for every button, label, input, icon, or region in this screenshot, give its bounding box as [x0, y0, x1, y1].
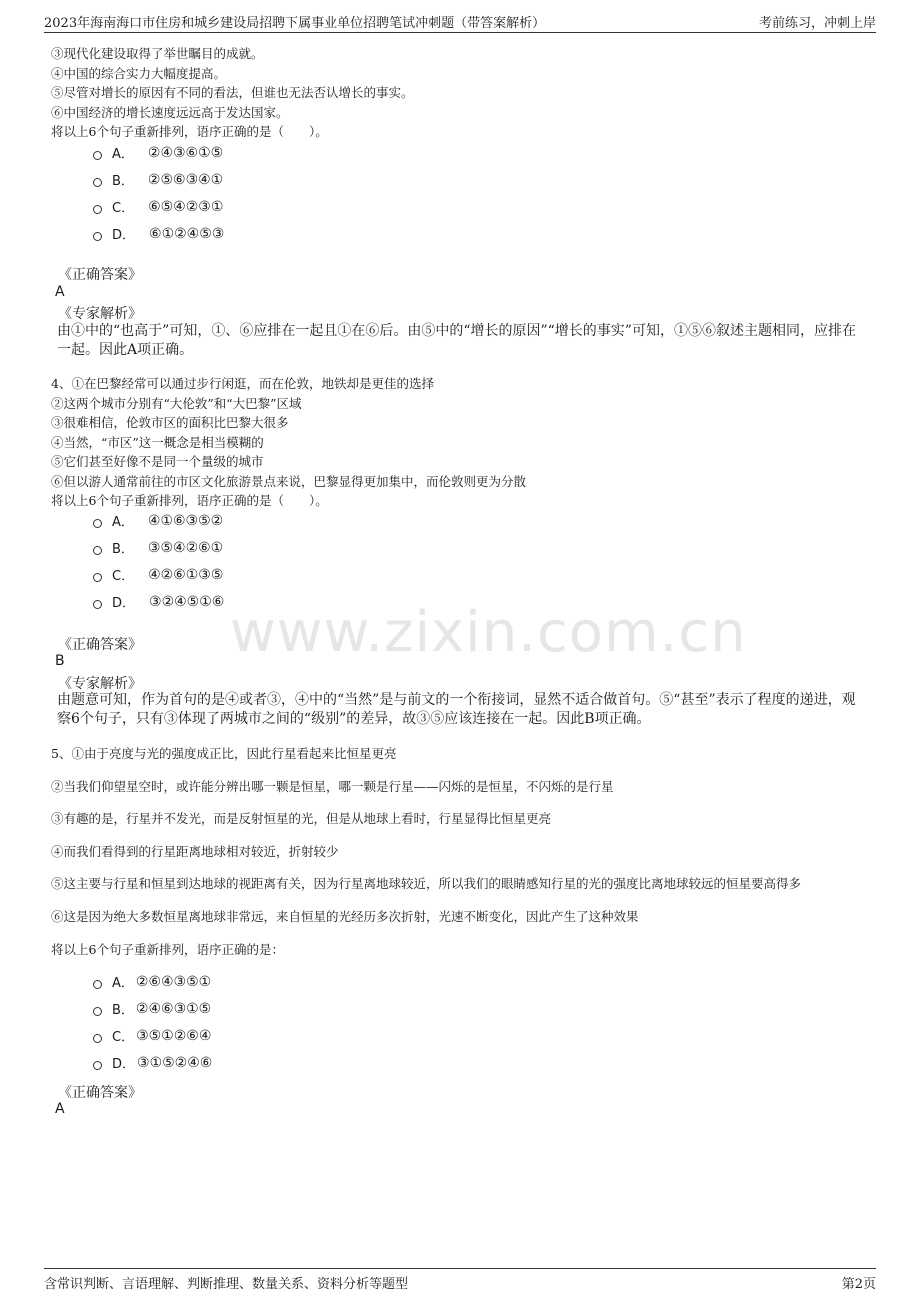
- radio-icon[interactable]: [93, 232, 102, 241]
- q4-answer: B: [55, 653, 65, 669]
- option-letter: C．: [112, 1030, 135, 1045]
- q5-answer-heading: 《正确答案》: [58, 1085, 142, 1101]
- option-letter: A．: [112, 147, 134, 162]
- option-sequence: ②④⑥③①⑤: [135, 1000, 212, 1017]
- q5-line-3: ③有趣的是，行星并不发光，而是反射恒星的光，但是从地球上看时，行星显得比恒星更亮: [51, 811, 552, 826]
- option-sequence: ③⑤④②⑥①: [147, 539, 224, 556]
- radio-icon[interactable]: [93, 980, 102, 989]
- option-letter: B．: [112, 1003, 134, 1018]
- option-sequence: ④②⑥①③⑤: [148, 566, 224, 583]
- page-header: [44, 8, 876, 33]
- option-sequence: ⑥①②④⑤③: [149, 225, 225, 242]
- radio-icon[interactable]: [93, 1034, 102, 1043]
- q4-option-d[interactable]: [93, 592, 224, 611]
- option-letter: D．: [112, 228, 136, 243]
- q3-prompt: 将以上6个句子重新排列，语序正确的是（ ）。: [51, 124, 328, 139]
- option-letter: B．: [112, 542, 134, 557]
- header-slogan: 考前练习，冲刺上岸: [758, 16, 876, 31]
- page-footer: [44, 1268, 876, 1293]
- radio-icon[interactable]: [93, 151, 102, 160]
- page-number: 第2页: [841, 1277, 876, 1292]
- q5-answer: A: [55, 1101, 65, 1117]
- option-sequence: ②④③⑥①⑤: [147, 144, 224, 161]
- q5-option-d[interactable]: [93, 1053, 212, 1072]
- radio-icon[interactable]: [93, 205, 102, 214]
- q4-explanation-heading: 《专家解析》: [58, 676, 142, 692]
- radio-icon[interactable]: [93, 1061, 102, 1070]
- q3-explanation: 由①中的“也高于”可知，①、⑥应排在一起且①在⑥后。由⑤中的“增长的原因”“增长的事实”可知，①⑤⑥叙述主题相同，应排在一起。因此A项正确。: [57, 323, 856, 358]
- q3-option-b[interactable]: [93, 170, 223, 189]
- option-sequence: ③①⑤②④⑥: [137, 1054, 213, 1071]
- option-sequence: ②⑥④③⑤①: [135, 973, 212, 990]
- q4-prompt: 将以上6个句子重新排列，语序正确的是（ ）。: [51, 493, 328, 508]
- option-sequence: ③⑤①②⑥④: [136, 1027, 212, 1044]
- q3-line-3: ③现代化建设取得了举世瞩目的成就。: [51, 46, 264, 61]
- q5-option-b[interactable]: [93, 999, 211, 1018]
- watermark: www.zixin.com.cn: [230, 600, 747, 665]
- option-letter: B．: [112, 174, 134, 189]
- q4-explanation: 由题意可知，作为首句的是④或者③，④中的“当然”是与前文的一个衔接词，显然不适合做首句。⑤“甚至”表示了程度的递进，观察6个句子，只有③体现了两城市之间的“级别”的差异，故③⑤应该连接在一起。因此B项正确。: [57, 692, 856, 727]
- document-title: 2023年海南海口市住房和城乡建设局招聘下属事业单位招聘笔试冲刺题（带答案解析）: [44, 16, 546, 31]
- q3-option-a[interactable]: [93, 143, 223, 162]
- q4-option-b[interactable]: [93, 538, 223, 557]
- q4-line-5: ⑤它们甚至好像不是同一个量级的城市: [51, 454, 264, 469]
- option-letter: C．: [112, 201, 135, 216]
- q5-line-2: ②当我们仰望星空时，或许能分辨出哪一颗是恒星，哪一颗是行星——闪烁的是恒星，不闪烁的是行星: [51, 779, 614, 794]
- q5-prompt: 将以上6个句子重新排列，语序正确的是：: [51, 942, 284, 957]
- q3-line-5: ⑤尽管对增长的原因有不同的看法，但谁也无法否认增长的事实。: [51, 85, 414, 100]
- radio-icon[interactable]: [93, 600, 102, 609]
- q4-option-a[interactable]: [93, 511, 223, 530]
- q4-option-c[interactable]: [93, 565, 223, 584]
- q4-line-1: 4、①在巴黎经常可以通过步行闲逛，而在伦敦，地铁却是更佳的选择: [51, 376, 434, 391]
- option-letter: C．: [112, 569, 135, 584]
- q5-line-4: ④而我们看得到的行星距离地球相对较近，折射较少: [51, 844, 339, 859]
- q5-line-1: 5、①由于亮度与光的强度成正比，因此行星看起来比恒星更亮: [51, 746, 397, 761]
- q3-option-d[interactable]: [93, 224, 224, 243]
- q4-answer-heading: 《正确答案》: [58, 637, 142, 653]
- q5-line-6: ⑥这是因为绝大多数恒星离地球非常远，来自恒星的光经历多次折射，光速不断变化，因此产生了这种效果: [51, 909, 639, 924]
- q3-answer: A: [55, 284, 65, 300]
- q5-line-5: ⑤这主要与行星和恒星到达地球的视距离有关，因为行星离地球较近，所以我们的眼睛感知行星的光的强度比离地球较远的恒星要高得多: [51, 876, 802, 891]
- option-sequence: ④①⑥③⑤②: [147, 512, 224, 529]
- option-sequence: ⑥⑤④②③①: [148, 198, 224, 215]
- q3-option-c[interactable]: [93, 197, 223, 216]
- radio-icon[interactable]: [93, 573, 102, 582]
- q3-line-4: ④中国的综合实力大幅度提高。: [51, 66, 227, 81]
- q3-line-6: ⑥中国经济的增长速度远远高于发达国家。: [51, 105, 289, 120]
- q4-line-3: ③很难相信，伦敦市区的面积比巴黎大很多: [51, 415, 289, 430]
- q4-line-2: ②这两个城市分别有“大伦敦”和“大巴黎”区域: [51, 396, 302, 411]
- option-sequence: ③②④⑤①⑥: [149, 593, 225, 610]
- option-letter: A．: [112, 515, 134, 530]
- footer-topics: 含常识判断、言语理解、判断推理、数量关系、资料分析等题型: [44, 1277, 409, 1292]
- option-letter: A．: [112, 976, 134, 991]
- radio-icon[interactable]: [93, 1007, 102, 1016]
- q5-option-c[interactable]: [93, 1026, 211, 1045]
- q5-option-a[interactable]: [93, 972, 211, 991]
- radio-icon[interactable]: [93, 546, 102, 555]
- option-letter: D．: [112, 1057, 136, 1072]
- q3-explanation-heading: 《专家解析》: [58, 306, 142, 322]
- q4-line-4: ④当然，“市区”这一概念是相当模糊的: [51, 435, 264, 450]
- radio-icon[interactable]: [93, 519, 102, 528]
- option-letter: D．: [112, 596, 136, 611]
- q4-line-6: ⑥但以游人通常前往的市区文化旅游景点来说，巴黎显得更加集中，而伦敦则更为分散: [51, 474, 527, 489]
- option-sequence: ②⑤⑥③④①: [147, 171, 224, 188]
- q3-answer-heading: 《正确答案》: [58, 267, 142, 283]
- radio-icon[interactable]: [93, 178, 102, 187]
